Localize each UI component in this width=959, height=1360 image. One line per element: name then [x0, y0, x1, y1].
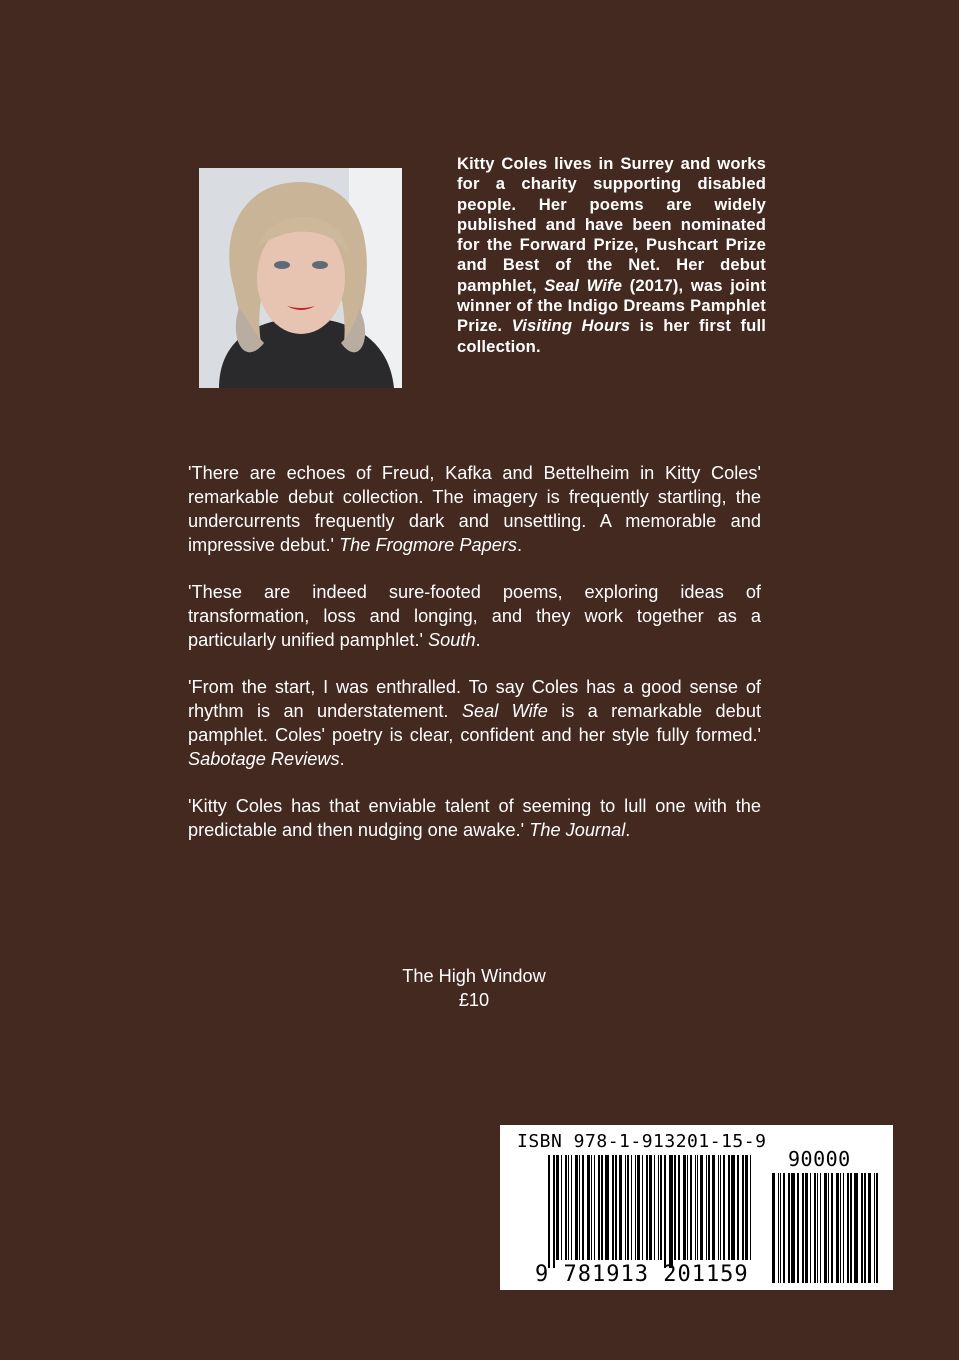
review-quote — [188, 461, 761, 557]
quote-title: Seal Wife — [461, 701, 548, 721]
price: £10 — [458, 990, 490, 1010]
quote-text: 'From the start, I was enthralled. To say Coles has a good sense of rhythm is an understatement. — [188, 677, 761, 721]
quote-text: 'There are echoes of Freud, Kafka and Bettelheim in Kitty Coles' remarkable debut collection. The imagery is frequently startling, the undercurrents frequently dark and unsettling. A memorable and impressive debut.' — [188, 463, 761, 555]
quote-punct: . — [625, 820, 631, 840]
quote-source: The Journal — [529, 820, 626, 840]
bio-text: (2017), was joint winner of the Indigo Dreams Pamphlet Prize. — [457, 275, 767, 336]
quote-source: Sabotage Reviews — [188, 749, 340, 769]
review-quote — [188, 794, 761, 842]
bio-text: is her first full collection. — [457, 316, 766, 356]
quote-source: South — [428, 630, 476, 650]
author-bio — [457, 154, 766, 357]
review-quote — [188, 675, 761, 771]
addon-code: 90000 — [788, 1147, 851, 1171]
bio-title-visiting-hours: Visiting Hours — [511, 316, 631, 336]
review-quotes — [188, 461, 761, 865]
bio-text: lives in Surrey and works for a charity supporting disabled people. Her poems are widely published and have been nominated for the Forward Prize, Pushcart Prize and Best of the Net. Her debut pamphlet, — [457, 154, 766, 295]
quote-text: 'Kitty Coles has that enviable talent of seeming to lull one with the predictable and then nudging one awake.' — [188, 796, 761, 840]
quote-punct: . — [339, 749, 345, 769]
quote-punct: . — [475, 630, 481, 650]
publisher-name: The High Window — [402, 966, 546, 986]
isbn-label: ISBN 978-1-913201-15-9 — [517, 1131, 767, 1152]
quote-text: 'These are indeed sure-footed poems, exploring ideas of transformation, loss and longing, and they work together as a particularly unified pamphlet.' — [188, 582, 761, 650]
isbn-barcode — [500, 1125, 893, 1290]
quote-source: The Frogmore Papers — [339, 535, 517, 555]
author-name: Kitty Coles — [457, 154, 548, 173]
ean-digits: 9 781913 201159 — [535, 1262, 749, 1287]
quote-text: is a remarkable debut pamphlet. Coles' poetry is clear, confident and her style fully formed.' — [188, 701, 762, 745]
author-photo — [199, 168, 402, 388]
bio-title-seal-wife: Seal Wife — [544, 275, 623, 295]
quote-punct: . — [516, 535, 523, 555]
publisher-block — [374, 964, 574, 1012]
review-quote — [188, 580, 761, 652]
